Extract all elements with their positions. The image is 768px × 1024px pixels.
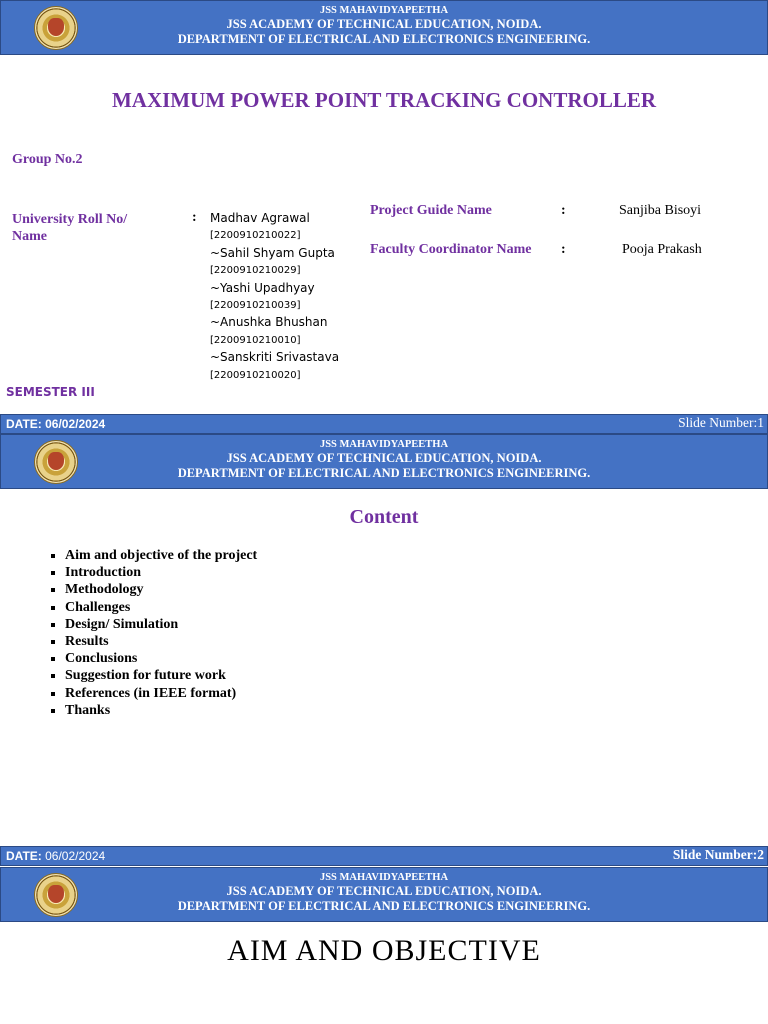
coordinator-value: Pooja Prakash [622, 242, 702, 257]
header-line2: JSS ACADEMY OF TECHNICAL EDUCATION, NOIDA. [226, 17, 542, 31]
roll-name-label [12, 211, 127, 245]
college-logo-icon [34, 6, 78, 50]
header-line1: JSS MAHAVIDYAPEETHA [319, 872, 449, 883]
coordinator-label: Faculty Coordinator Name [370, 242, 532, 257]
header-line1: JSS MAHAVIDYAPEETHA [319, 439, 449, 450]
member-name: ~Anushka Bhushan [210, 315, 328, 330]
coordinator-colon: : [561, 242, 566, 257]
slide2-footer [0, 846, 768, 866]
slide3-title: AIM AND OBJECTIVE [227, 934, 541, 967]
member-roll: [2200910210039] [210, 300, 301, 312]
slide2-number: Slide Number:2 [672, 847, 764, 862]
member-name: ~Sanskriti Srivastava [210, 350, 340, 365]
header-line3: DEPARTMENT OF ELECTRICAL AND ELECTRONICS ENGINEERING. [177, 899, 591, 913]
college-logo-icon [34, 440, 78, 484]
slide1-date: DATE: 06/02/2024 [6, 417, 106, 431]
slide1-footer [0, 414, 768, 434]
header-line1: JSS MAHAVIDYAPEETHA [319, 5, 449, 16]
list-item: ▪ Suggestion for future work [65, 667, 257, 684]
guide-colon: : [561, 203, 566, 218]
list-item: ▪ Aim and objective of the project [65, 547, 257, 564]
header-line3: DEPARTMENT OF ELECTRICAL AND ELECTRONICS ENGINEERING. [177, 32, 591, 46]
list-item: ▪ Thanks [65, 702, 257, 719]
slide1-title: MAXIMUM POWER POINT TRACKING CONTROLLER [111, 88, 657, 112]
member-name: ~Sahil Shyam Gupta [210, 245, 335, 260]
list-item: ▪ Introduction [65, 564, 257, 581]
semester-label: SEMESTER III [6, 385, 95, 399]
list-item: ▪ Design/ Simulation [65, 616, 257, 633]
list-item: ▪ Methodology [65, 581, 257, 598]
header-line2: JSS ACADEMY OF TECHNICAL EDUCATION, NOIDA. [226, 884, 542, 898]
member-roll: [2200910210029] [210, 265, 301, 277]
member-name: Madhav Agrawal [210, 211, 310, 225]
slide1-header-band [0, 0, 768, 55]
list-item: ▪ Results [65, 633, 257, 650]
list-item: ▪ Conclusions [65, 650, 257, 667]
member-roll: [2200910210022] [210, 230, 301, 242]
slide3-header-band [0, 867, 768, 922]
guide-value: Sanjiba Bisoyi [619, 203, 702, 218]
roll-colon: : [192, 210, 197, 225]
content-list [44, 547, 257, 719]
member-roll: [2200910210010] [210, 334, 301, 346]
list-item: ▪ Challenges [65, 599, 257, 616]
slide2-date-label: DATE: [6, 849, 42, 863]
slide2-date [6, 849, 105, 863]
header-line2: JSS ACADEMY OF TECHNICAL EDUCATION, NOIDA. [226, 451, 542, 465]
member-roll: [2200910210020] [210, 369, 301, 381]
college-logo-icon [34, 873, 78, 917]
group-number: Group No.2 [12, 152, 83, 167]
member-list [210, 210, 339, 384]
roll-label-line2: Name [12, 229, 47, 244]
roll-label-line1: University Roll No/ [12, 212, 128, 227]
slide1-number: Slide Number:1 [678, 415, 764, 430]
member-name: ~Yashi Upadhyay [210, 280, 315, 295]
slide2-date-value: 06/02/2024 [45, 849, 106, 863]
guide-label: Project Guide Name [370, 203, 492, 218]
slide2-header-band [0, 434, 768, 489]
list-item: ▪ References (in IEEE format) [65, 685, 257, 702]
slide2-title: Content [349, 506, 419, 528]
header-line3: DEPARTMENT OF ELECTRICAL AND ELECTRONICS ENGINEERING. [177, 466, 591, 480]
